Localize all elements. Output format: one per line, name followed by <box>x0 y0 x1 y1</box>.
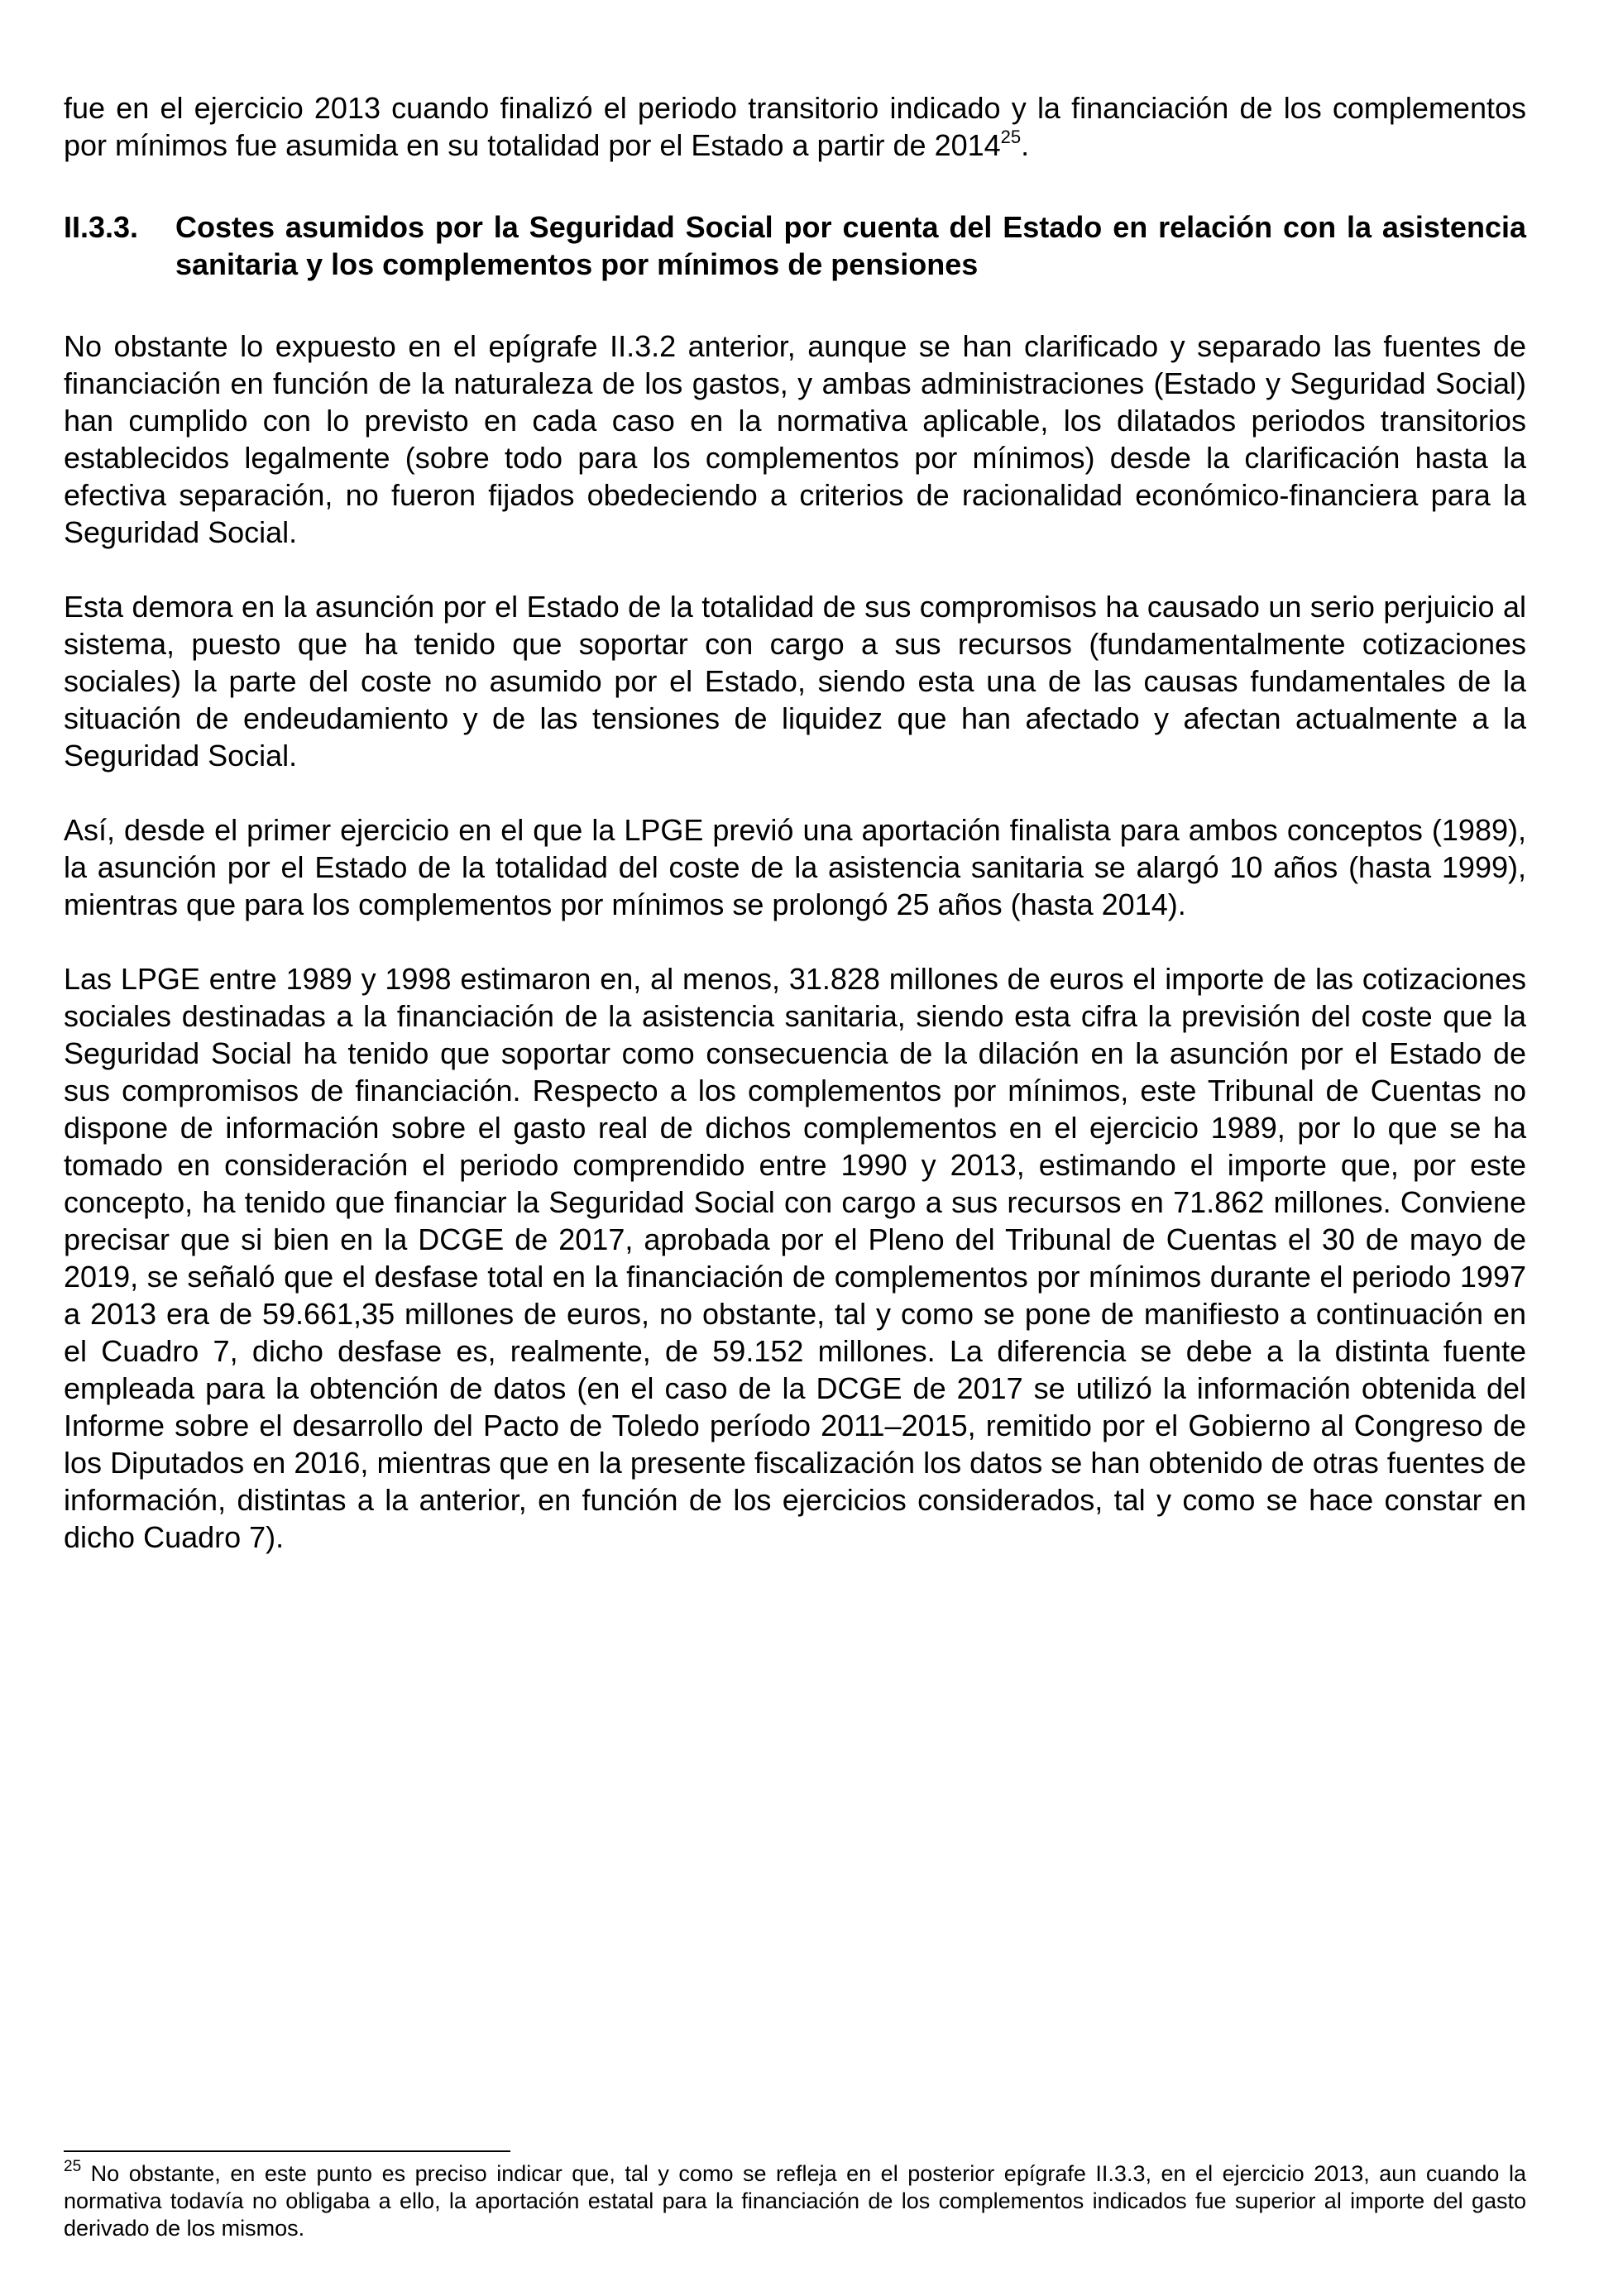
section-heading <box>64 208 1526 283</box>
intro-text: fue en el ejercicio 2013 cuando finalizó el periodo transitorio indicado y la financiación de los complementos por mínimos fue asumida en su totalidad por el Estado a partir de 2014 <box>64 91 1526 162</box>
section-number: II.3.3. <box>64 210 139 244</box>
intro-paragraph <box>64 89 1526 164</box>
footnote-separator <box>64 2150 510 2152</box>
footnote <box>64 2160 1526 2242</box>
footnote-number: 25 <box>64 2158 82 2175</box>
body-paragraph: Así, desde el primer ejercicio en el que la LPGE previó una aportación finalista para ambos conceptos (1989), la asunción por el Estado de la totalidad del coste de la asistencia sanitaria se alargó 10 años (hasta 1999), mientras que para los complementos por mínimos se prolongó 25 años (hasta 2014). <box>64 813 1526 921</box>
document-page <box>64 89 1526 1593</box>
section-title: Costes asumidos por la Seguridad Social por cuenta del Estado en relación con la asistencia sanitaria y los complementos por mínimos de pensiones <box>175 210 1526 281</box>
body-paragraph: Esta demora en la asunción por el Estado de la totalidad de sus compromisos ha causado un serio perjuicio al sistema, puesto que ha tenido que soportar con cargo a sus recursos (fundamentalmente cotizaciones sociales) la parte del coste no asumido por el Estado, siendo esta una de las causas fundamentales de la situación de endeudamiento y de las tensiones de liquidez que han afectado y afectan actualmente a la Seguridad Social. <box>64 590 1526 773</box>
intro-tail: . <box>1021 128 1030 162</box>
footnote-reference[interactable]: 25 <box>1000 127 1022 147</box>
body-paragraph: Las LPGE entre 1989 y 1998 estimaron en, al menos, 31.828 millones de euros el importe de las cotizaciones sociales destinadas a la financiación de la asistencia sanitaria, siendo esta cifra la previsión del coste que la Seguridad Social ha tenido que soportar como consecuencia de la dilación en la asunción por el Estado de sus compromisos de financiación. Respecto a los complementos por mínimos, este Tribunal de Cuentas no dispone de información sobre el gasto real de dichos complementos en el ejercicio 1989, por lo que se ha tomado en consideración el periodo comprendido entre 1990 y 2013, estimando el importe que, por este concepto, ha tenido que financiar la Seguridad Social con cargo a sus recursos en 71.862 millones. Conviene precisar que si bien en la DCGE de 2017, aprobada por el Pleno del Tribunal de Cuentas el 30 de mayo de 2019, se señaló que el desfase total en la financiación de complementos por mínimos durante el periodo 1997 a 2013 era de 59.661,35 millones de euros, no obstante, tal y como se pone de manifiesto a continuación en el Cuadro 7, dicho desfase es, realmente, de 59.152 millones. La diferencia se debe a la distinta fuente empleada para la obtención de datos (en el caso de la DCGE de 2017 se utilizó la información obtenida del Informe sobre el desarrollo del Pacto de Toledo período 2011–2015, remitido por el Gobierno al Congreso de los Diputados en 2016, mientras que en la presente fiscalización los datos se han obtenido de otras fuentes de información, distintas a la anterior, en función de los ejercicios considerados, tal y como se hace constar en dicho Cuadro 7). <box>64 962 1526 1554</box>
footnote-text: No obstante, en este punto es preciso indicar que, tal y como se refleja en el posterior epígrafe II.3.3, en el ejercicio 2013, aun cuando la normativa todavía no obligaba a ello, la aportación estatal para la financiación de los complementos indicados fue superior al importe del gasto derivado de los mismos. <box>64 2161 1526 2241</box>
body-paragraph: No obstante lo expuesto en el epígrafe II.3.2 anterior, aunque se han clarificado y separado las fuentes de financiación en función de la naturaleza de los gastos, y ambas administraciones (Estado y Seguridad Social) han cumplido con lo previsto en cada caso en la normativa aplicable, los dilatados periodos transitorios establecidos legalmente (sobre todo para los complementos por mínimos) desde la clarificación hasta la efectiva separación, no fueron fijados obedeciendo a criterios de racionalidad económico-financiera para la Seguridad Social. <box>64 329 1526 549</box>
